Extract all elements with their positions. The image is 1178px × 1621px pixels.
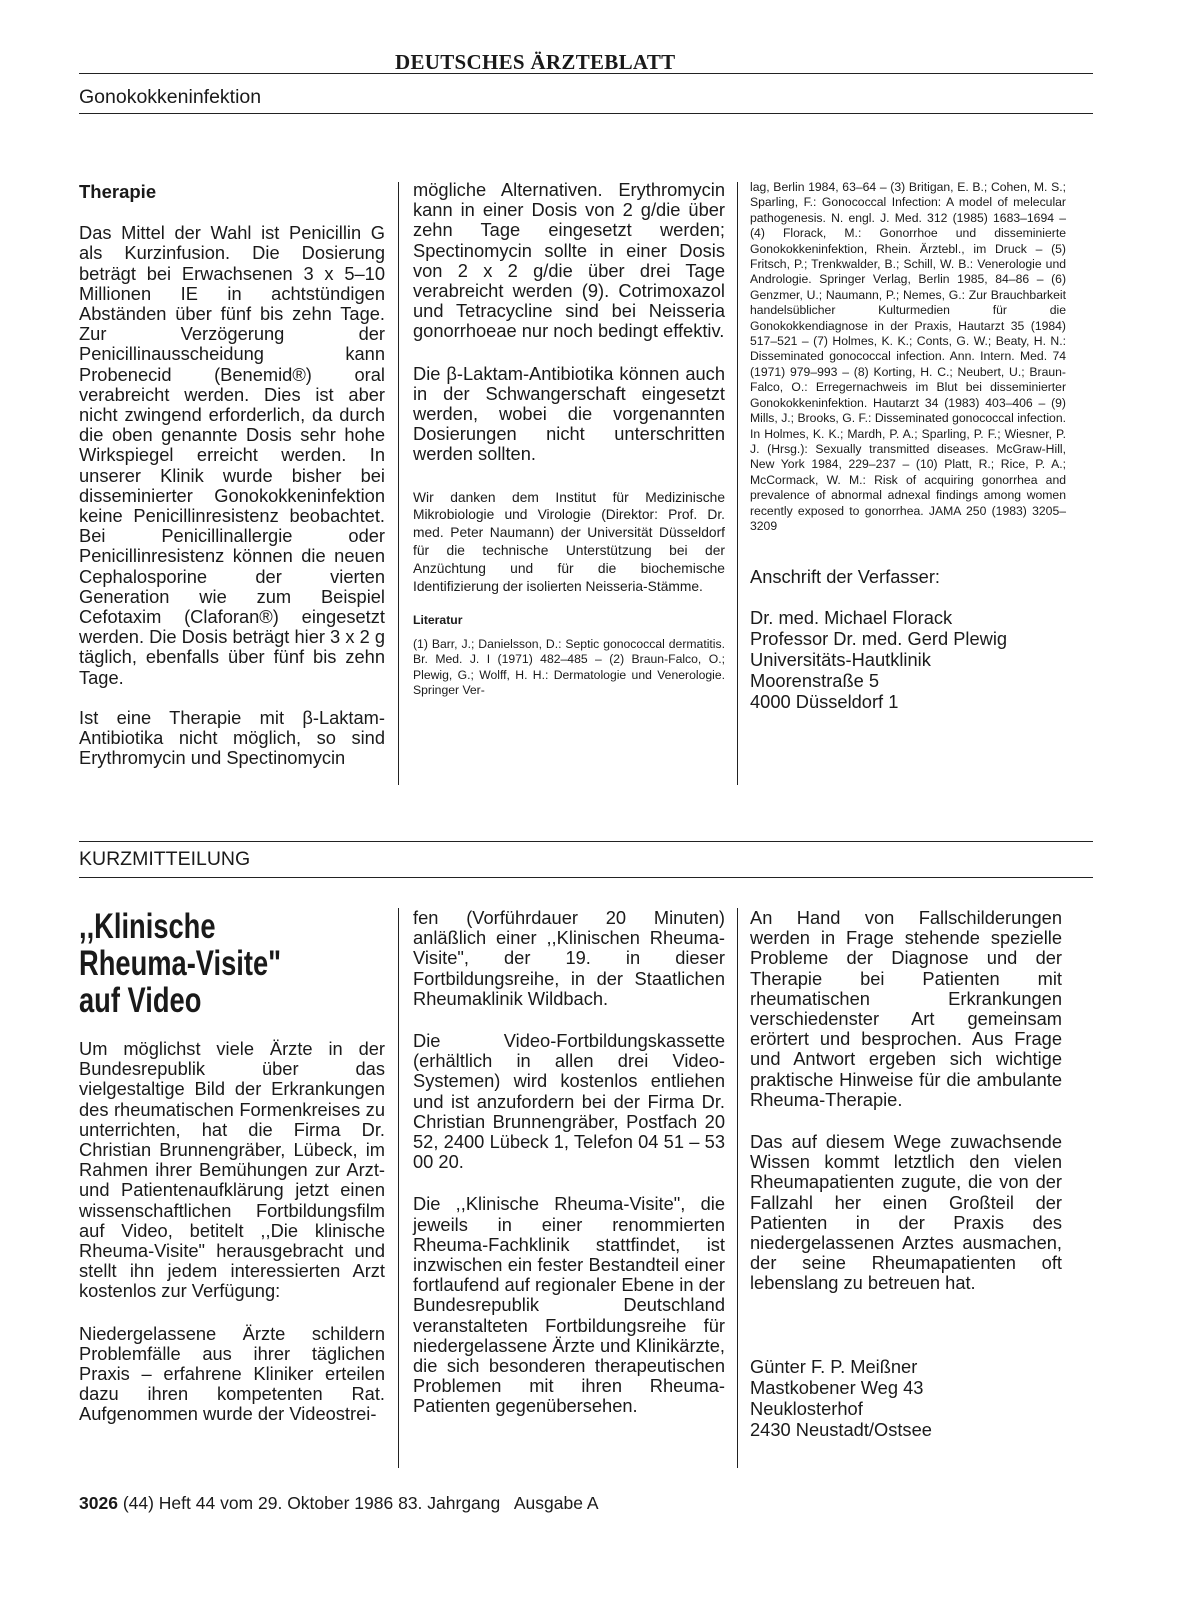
article2-column-2 xyxy=(413,908,725,1417)
therapie-heading: Therapie xyxy=(79,181,157,202)
column-divider xyxy=(737,182,738,785)
article2-cassette-paragraph: Die Video-Fortbildungskassette (erhältlich in allen drei Video-Systemen) wird kostenlos entliehen und ist anzufordern bei der Firma Dr. Christian Brunnengräber, Postfach 20 52, 2400 Lübeck 1, Telefon 04 51 – 53 00 20. xyxy=(413,1030,725,1173)
section-rule xyxy=(79,113,1093,114)
article-headline xyxy=(79,908,318,1019)
article2-video-paragraph: fen (Vorführdauer 20 Minuten) anläßlich einer ,,Klinischen Rheuma-Visite", der 19. in dieser Fortbildungsreihe, in der Staatlichen Rheumaklinik Wildbach. xyxy=(413,907,725,1009)
masthead-rule xyxy=(79,73,1093,74)
literature-list-start: (1) Barr, J.; Danielsson, D.: Septic gonococcal dermatitis. Br. Med. J. I (1971) 482–485 – (2) Braun-Falco, O.; Plewig, G.; Wolff, H. H.: Dermatologie und Venerologie. Springer Ver- xyxy=(413,636,725,698)
address-heading: Anschrift der Verfasser: xyxy=(750,566,940,588)
literature-heading: Literatur xyxy=(413,613,463,628)
kurzmitteilung-top-rule xyxy=(79,841,1093,842)
address-line: Moorenstraße 5 xyxy=(750,670,880,692)
article1-column-1 xyxy=(79,182,385,768)
headline-line: auf Video xyxy=(79,981,202,1020)
acknowledgement: Wir danken dem Institut für Medizinische Mikrobiologie und Virologie (Direktor: Prof. Dr. med. Peter Naumann) der Universität Düsseldorf für die technische Unterstützung bei der Anzüchtung und für die biochemische Identifizierung der isolierten Neisseria-Stämme. xyxy=(413,489,725,594)
address-line: Günter F. P. Meißner xyxy=(750,1355,918,1377)
therapie-paragraph-2: Ist eine Therapie mit β-Laktam-Antibiotika nicht möglich, so sind Erythromycin und Spectinomycin xyxy=(79,706,385,769)
section-label: Gonokokkeninfektion xyxy=(79,86,262,108)
issue-info: (44) Heft 44 vom 29. Oktober 1986 83. Jahrgang Ausgabe A xyxy=(122,1493,599,1513)
address-line: 2430 Neustadt/Ostsee xyxy=(750,1418,932,1440)
article2-paragraph-2: Niedergelassene Ärzte schildern Problemfälle aus ihrer täglichen Praxis – erfahrene Kliniker erteilen dazu ihren kompetenten Rat. Aufgenommen wurde der Videostrei- xyxy=(79,1322,385,1425)
article2-paragraph-1: Um möglichst viele Ärzte in der Bundesrepublik über das vielgestaltige Bild der Erkrankungen des rheumatischen Formenkreises zu unterrichten, hat die Firma Dr. Christian Brunnengräber, Lübeck, im Rahmen ihrer Bemühungen zur Arzt- und Patientenaufklärung jetzt einen wissenschaftlichen Fortbildungsfilm auf Video, betitelt ,,Die klinische Rheuma-Visite" herausgebracht und stellt ihn jedem interessierten Arzt kostenlos zur Verfügung: xyxy=(79,1038,385,1302)
column-divider xyxy=(737,908,738,1468)
article2-column-1 xyxy=(79,907,385,1425)
article2-column-3 xyxy=(750,908,1062,1440)
article2-knowledge-paragraph: Das auf diesem Wege zuwachsende Wissen kommt letztlich den vielen Rheumapatienten zugute, die von der Fallzahl her einen Großteil der Patienten in der Praxis des niedergelassenen Arztes ausmachen, der seine Rheumapatienten oft lebenslang zu betreuen hat. xyxy=(750,1131,1062,1294)
headline-line: ,,Klinische xyxy=(79,907,216,946)
article2-case-paragraph: An Hand von Fallschilderungen werden in Frage stehende spezielle Probleme der Diagnose und der Therapie bei Patienten mit rheumatischen Erkrankungen verschiedenster Art gemeinsam erörtert und besprochen. Aus Frage und Antwort ergeben sich wichtige praktische Hinweise für die ambulante Rheuma-Therapie. xyxy=(750,907,1062,1110)
address-line: Dr. med. Michael Florack xyxy=(750,607,953,629)
headline-line: Rheuma-Visite" xyxy=(79,944,282,983)
column-divider xyxy=(398,182,399,785)
literature-list-continued: lag, Berlin 1984, 63–64 – (3) Britigan, E. B.; Cohen, M. S.; Sparling, F.: Gonococcal Infection: A model of melecular pathogenesis. N. engl. J. Med. 312 (1985) 1683–1694 – (4) Florack, M.: Gonorrhoe und disseminierte Gonokokkeninfektion, Rhein. Ärztebl., im Druck – (5) Fritsch, P.; Trenkwalder, B.; Schill, W. B.: Venerologie und Andrologie. Springer Verlag, Berlin 1985, 84–86 – (6) Genzmer, U.; Naumann, P.; Nemes, G.: Zur Brauchbarkeit handelsüblicher Kulturmedien für die Gonokokkendiagnose in der Praxis, Hautarzt 35 (1984) 517–521 – (7) Holmes, K. K.; Conts, G. W.; Beaty, H. N.: Disseminated gonococcal infection. Ann. Intern. Med. 74 (1971) 979–993 – (8) Korting, H. C.; Neubert, U.; Braun-Falco, O.: Erregernachweis im Blut bei disseminierter Gonokokkeninfektion. Hautarzt 34 (1983) 403–406 – (9) Mills, J.; Brooks, G. F.: Disseminated gonococcal infection. In Holmes, K. K.; Mardh, P. A.; Sparling, P. F.; Wiesner, P. J. (Hrsg.): Sexually transmitted diseases. McGraw-Hill, New York 1984, 229–237 – (10) Platt, R.; Rice, P. A.; McCormack, W. M.: Risk of acquiring gonorrhea and prevalence of abnormal adnexal findings among women recently exposed to gonorrhea. JAMA 250 (1983) 3205–3209 xyxy=(750,180,1066,533)
address-line: 4000 Düsseldorf 1 xyxy=(750,691,899,713)
article1-column-3 xyxy=(750,180,1066,712)
address-line: Neuklosterhof xyxy=(750,1397,863,1419)
page-footer xyxy=(79,1493,599,1514)
address-line: Professor Dr. med. Gerd Plewig xyxy=(750,628,1008,650)
article1-column-2 xyxy=(413,180,725,698)
article2-visite-paragraph: Die ,,Klinische Rheuma-Visite", die jeweils in einer renommierten Rheuma-Fachklinik stattfindet, ist inzwischen ein fester Bestandteil einer fortlaufend auf regionaler Ebene in der Bundesrepublik Deutschland veranstalteten Fortbildungsreihe für niedergelassene Ärzte und Klinikärzte, die sich besonderen therapeutischen Problemen mit ihren Rheuma-Patienten gegenübersehen. xyxy=(413,1193,726,1417)
kurzmitteilung-bottom-rule xyxy=(79,877,1093,878)
author-address xyxy=(750,607,1066,712)
address-line: Mastkobener Weg 43 xyxy=(750,1376,924,1398)
address-line: Universitäts-Hautklinik xyxy=(750,649,931,671)
page-number: 3026 xyxy=(79,1493,118,1513)
kurzmitteilung-label: KURZMITTEILUNG xyxy=(79,848,251,870)
column-divider xyxy=(398,908,399,1468)
article2-author-address xyxy=(750,1356,1062,1440)
alternatives-paragraph: mögliche Alternativen. Erythromycin kann in einer Dosis von 2 g/die über zehn Tage eingesetzt werden; Spectinomycin sollte in einer Dosis von 2 x 2 g/die über drei Tage verabreicht werden (9). Cotrimoxazol und Tetracycline sind bei Neisseria gonorrhoeae nur noch bedingt effektiv. xyxy=(413,179,725,342)
masthead: DEUTSCHES ÄRZTEBLATT xyxy=(395,50,676,74)
therapie-paragraph-1: Das Mittel der Wahl ist Penicillin G als Kurzinfusion. Die Dosierung beträgt bei Erwachsenen 3 x 5–10 Millionen IE in achtstündigen Abständen über fünf bis zehn Tage. Zur Verzögerung der Penicillinausscheidung kann Probenecid (Benemid®) oral verabreicht werden. Dies ist aber nicht zwingend erforderlich, da durch die oben genannte Dosis sehr hohe Wirkspiegel erreicht werden. In unserer Klinik wurde bisher bei disseminierter Gonokokkeninfektion keine Penicillinresistenz beobachtet. Bei Penicillinallergie oder Penicillinresistenz können die neuen Cephalosporine der vierten Generation wie zum Beispiel Cefotaxim (Claforan®) eingesetzt werden. Die Dosis beträgt hier 3 x 2 g täglich, ebenfalls über fünf bis zehn Tage. xyxy=(79,222,385,688)
pregnancy-paragraph: Die β-Laktam-Antibiotika können auch in der Schwangerschaft eingesetzt werden, wobei die vorgenannten Dosierungen nicht unterschritten werden sollten. xyxy=(413,362,725,465)
